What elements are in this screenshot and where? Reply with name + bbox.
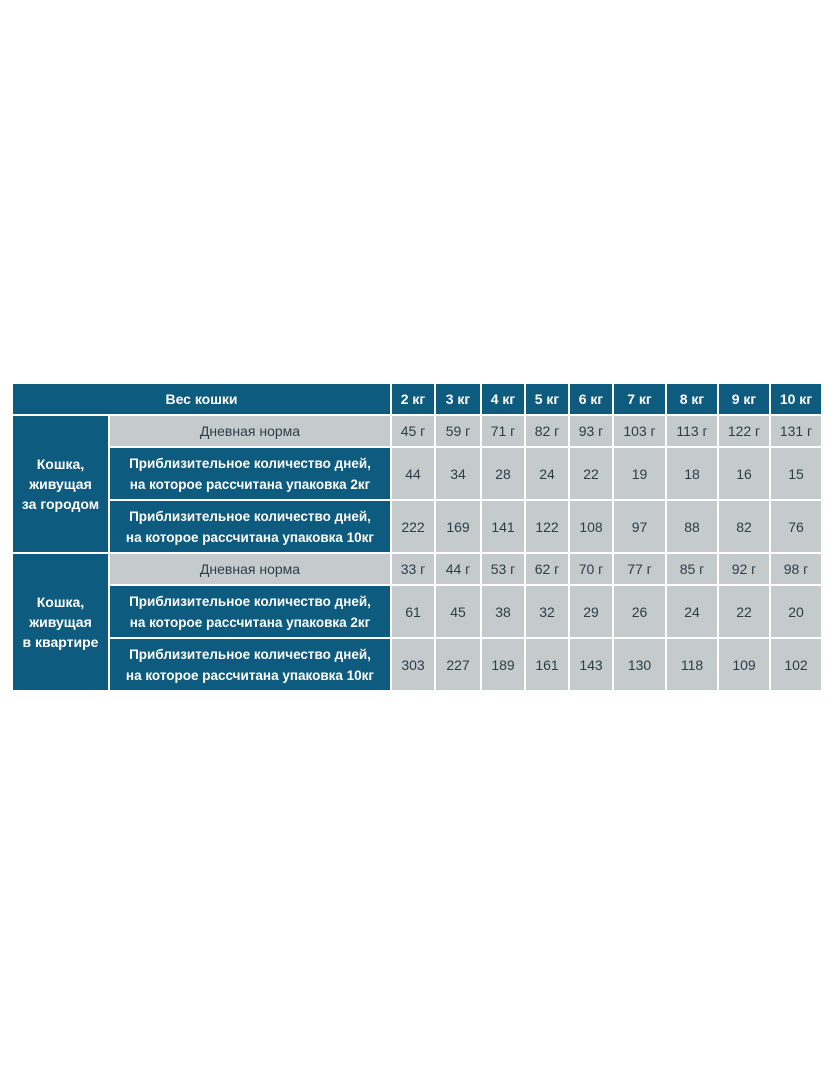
value-cell: 45 <box>436 586 480 637</box>
weight-column-header: 7 кг <box>614 384 665 414</box>
weight-column-header: 8 кг <box>667 384 717 414</box>
value-cell: 53 г <box>482 554 524 584</box>
cat-group-label <box>13 554 108 690</box>
header-row <box>13 384 821 414</box>
value-cell: 227 <box>436 639 480 690</box>
weight-column-header: 2 кг <box>392 384 434 414</box>
days-estimate-label <box>110 448 390 499</box>
days-estimate-label <box>110 639 390 690</box>
table-row <box>13 448 821 499</box>
value-cell: 22 <box>719 586 769 637</box>
cat-group-label-line: за городом <box>21 496 100 512</box>
row-label-line: на которое рассчитана упаковка 10кг <box>125 667 375 683</box>
weight-column-header: 6 кг <box>570 384 612 414</box>
value-cell: 77 г <box>614 554 665 584</box>
weight-column-header: 9 кг <box>719 384 769 414</box>
value-cell: 61 <box>392 586 434 637</box>
table-row <box>13 416 821 446</box>
cat-group-label-line: живущая <box>29 476 92 492</box>
row-label-line: Приблизительное количество дней, <box>129 646 371 662</box>
value-cell: 26 <box>614 586 665 637</box>
weight-column-header: 5 кг <box>526 384 568 414</box>
value-cell: 15 <box>771 448 821 499</box>
value-cell: 102 <box>771 639 821 690</box>
value-cell: 109 <box>719 639 769 690</box>
table-row <box>13 586 821 637</box>
table-row <box>13 501 821 552</box>
row-label-line: Приблизительное количество дней, <box>129 455 371 471</box>
value-cell: 82 <box>719 501 769 552</box>
value-cell: 19 <box>614 448 665 499</box>
table-body <box>13 384 821 690</box>
row-label-line: на которое рассчитана упаковка 2кг <box>129 476 371 492</box>
value-cell: 44 <box>392 448 434 499</box>
value-cell: 108 <box>570 501 612 552</box>
daily-norm-label <box>110 554 390 584</box>
value-cell: 189 <box>482 639 524 690</box>
value-cell: 131 г <box>771 416 821 446</box>
row-label-line: Дневная норма <box>199 423 301 439</box>
value-cell: 32 <box>526 586 568 637</box>
weight-column-header: 10 кг <box>771 384 821 414</box>
value-cell: 71 г <box>482 416 524 446</box>
value-cell: 85 г <box>667 554 717 584</box>
value-cell: 18 <box>667 448 717 499</box>
value-cell: 88 <box>667 501 717 552</box>
row-label-line: Дневная норма <box>199 561 301 577</box>
value-cell: 59 г <box>436 416 480 446</box>
table-row <box>13 554 821 584</box>
cat-group-label-line: в квартире <box>22 634 99 650</box>
row-label-line: Приблизительное количество дней, <box>129 508 371 524</box>
value-cell: 143 <box>570 639 612 690</box>
value-cell: 38 <box>482 586 524 637</box>
weight-column-header: 4 кг <box>482 384 524 414</box>
value-cell: 97 <box>614 501 665 552</box>
row-label-line: Приблизительное количество дней, <box>129 593 371 609</box>
weight-header-label: Вес кошки <box>13 384 390 414</box>
row-label-line: на которое рассчитана упаковка 10кг <box>125 529 375 545</box>
cat-group-label-line: живущая <box>29 614 92 630</box>
value-cell: 161 <box>526 639 568 690</box>
value-cell: 130 <box>614 639 665 690</box>
value-cell: 45 г <box>392 416 434 446</box>
value-cell: 28 <box>482 448 524 499</box>
cat-group-label-line: Кошка, <box>36 594 85 610</box>
table-row <box>13 639 821 690</box>
value-cell: 24 <box>667 586 717 637</box>
value-cell: 122 <box>526 501 568 552</box>
value-cell: 113 г <box>667 416 717 446</box>
value-cell: 70 г <box>570 554 612 584</box>
cat-group-label <box>13 416 108 552</box>
value-cell: 24 <box>526 448 568 499</box>
value-cell: 76 <box>771 501 821 552</box>
value-cell: 44 г <box>436 554 480 584</box>
value-cell: 34 <box>436 448 480 499</box>
days-estimate-label <box>110 586 390 637</box>
value-cell: 92 г <box>719 554 769 584</box>
feeding-table <box>11 382 823 692</box>
days-estimate-label <box>110 501 390 552</box>
value-cell: 103 г <box>614 416 665 446</box>
value-cell: 82 г <box>526 416 568 446</box>
row-label-line: на которое рассчитана упаковка 2кг <box>129 614 371 630</box>
value-cell: 93 г <box>570 416 612 446</box>
value-cell: 22 <box>570 448 612 499</box>
value-cell: 33 г <box>392 554 434 584</box>
value-cell: 122 г <box>719 416 769 446</box>
value-cell: 118 <box>667 639 717 690</box>
value-cell: 98 г <box>771 554 821 584</box>
value-cell: 222 <box>392 501 434 552</box>
value-cell: 141 <box>482 501 524 552</box>
weight-column-header: 3 кг <box>436 384 480 414</box>
value-cell: 20 <box>771 586 821 637</box>
value-cell: 16 <box>719 448 769 499</box>
value-cell: 29 <box>570 586 612 637</box>
cat-group-label-line: Кошка, <box>36 456 85 472</box>
daily-norm-label <box>110 416 390 446</box>
value-cell: 62 г <box>526 554 568 584</box>
value-cell: 169 <box>436 501 480 552</box>
value-cell: 303 <box>392 639 434 690</box>
